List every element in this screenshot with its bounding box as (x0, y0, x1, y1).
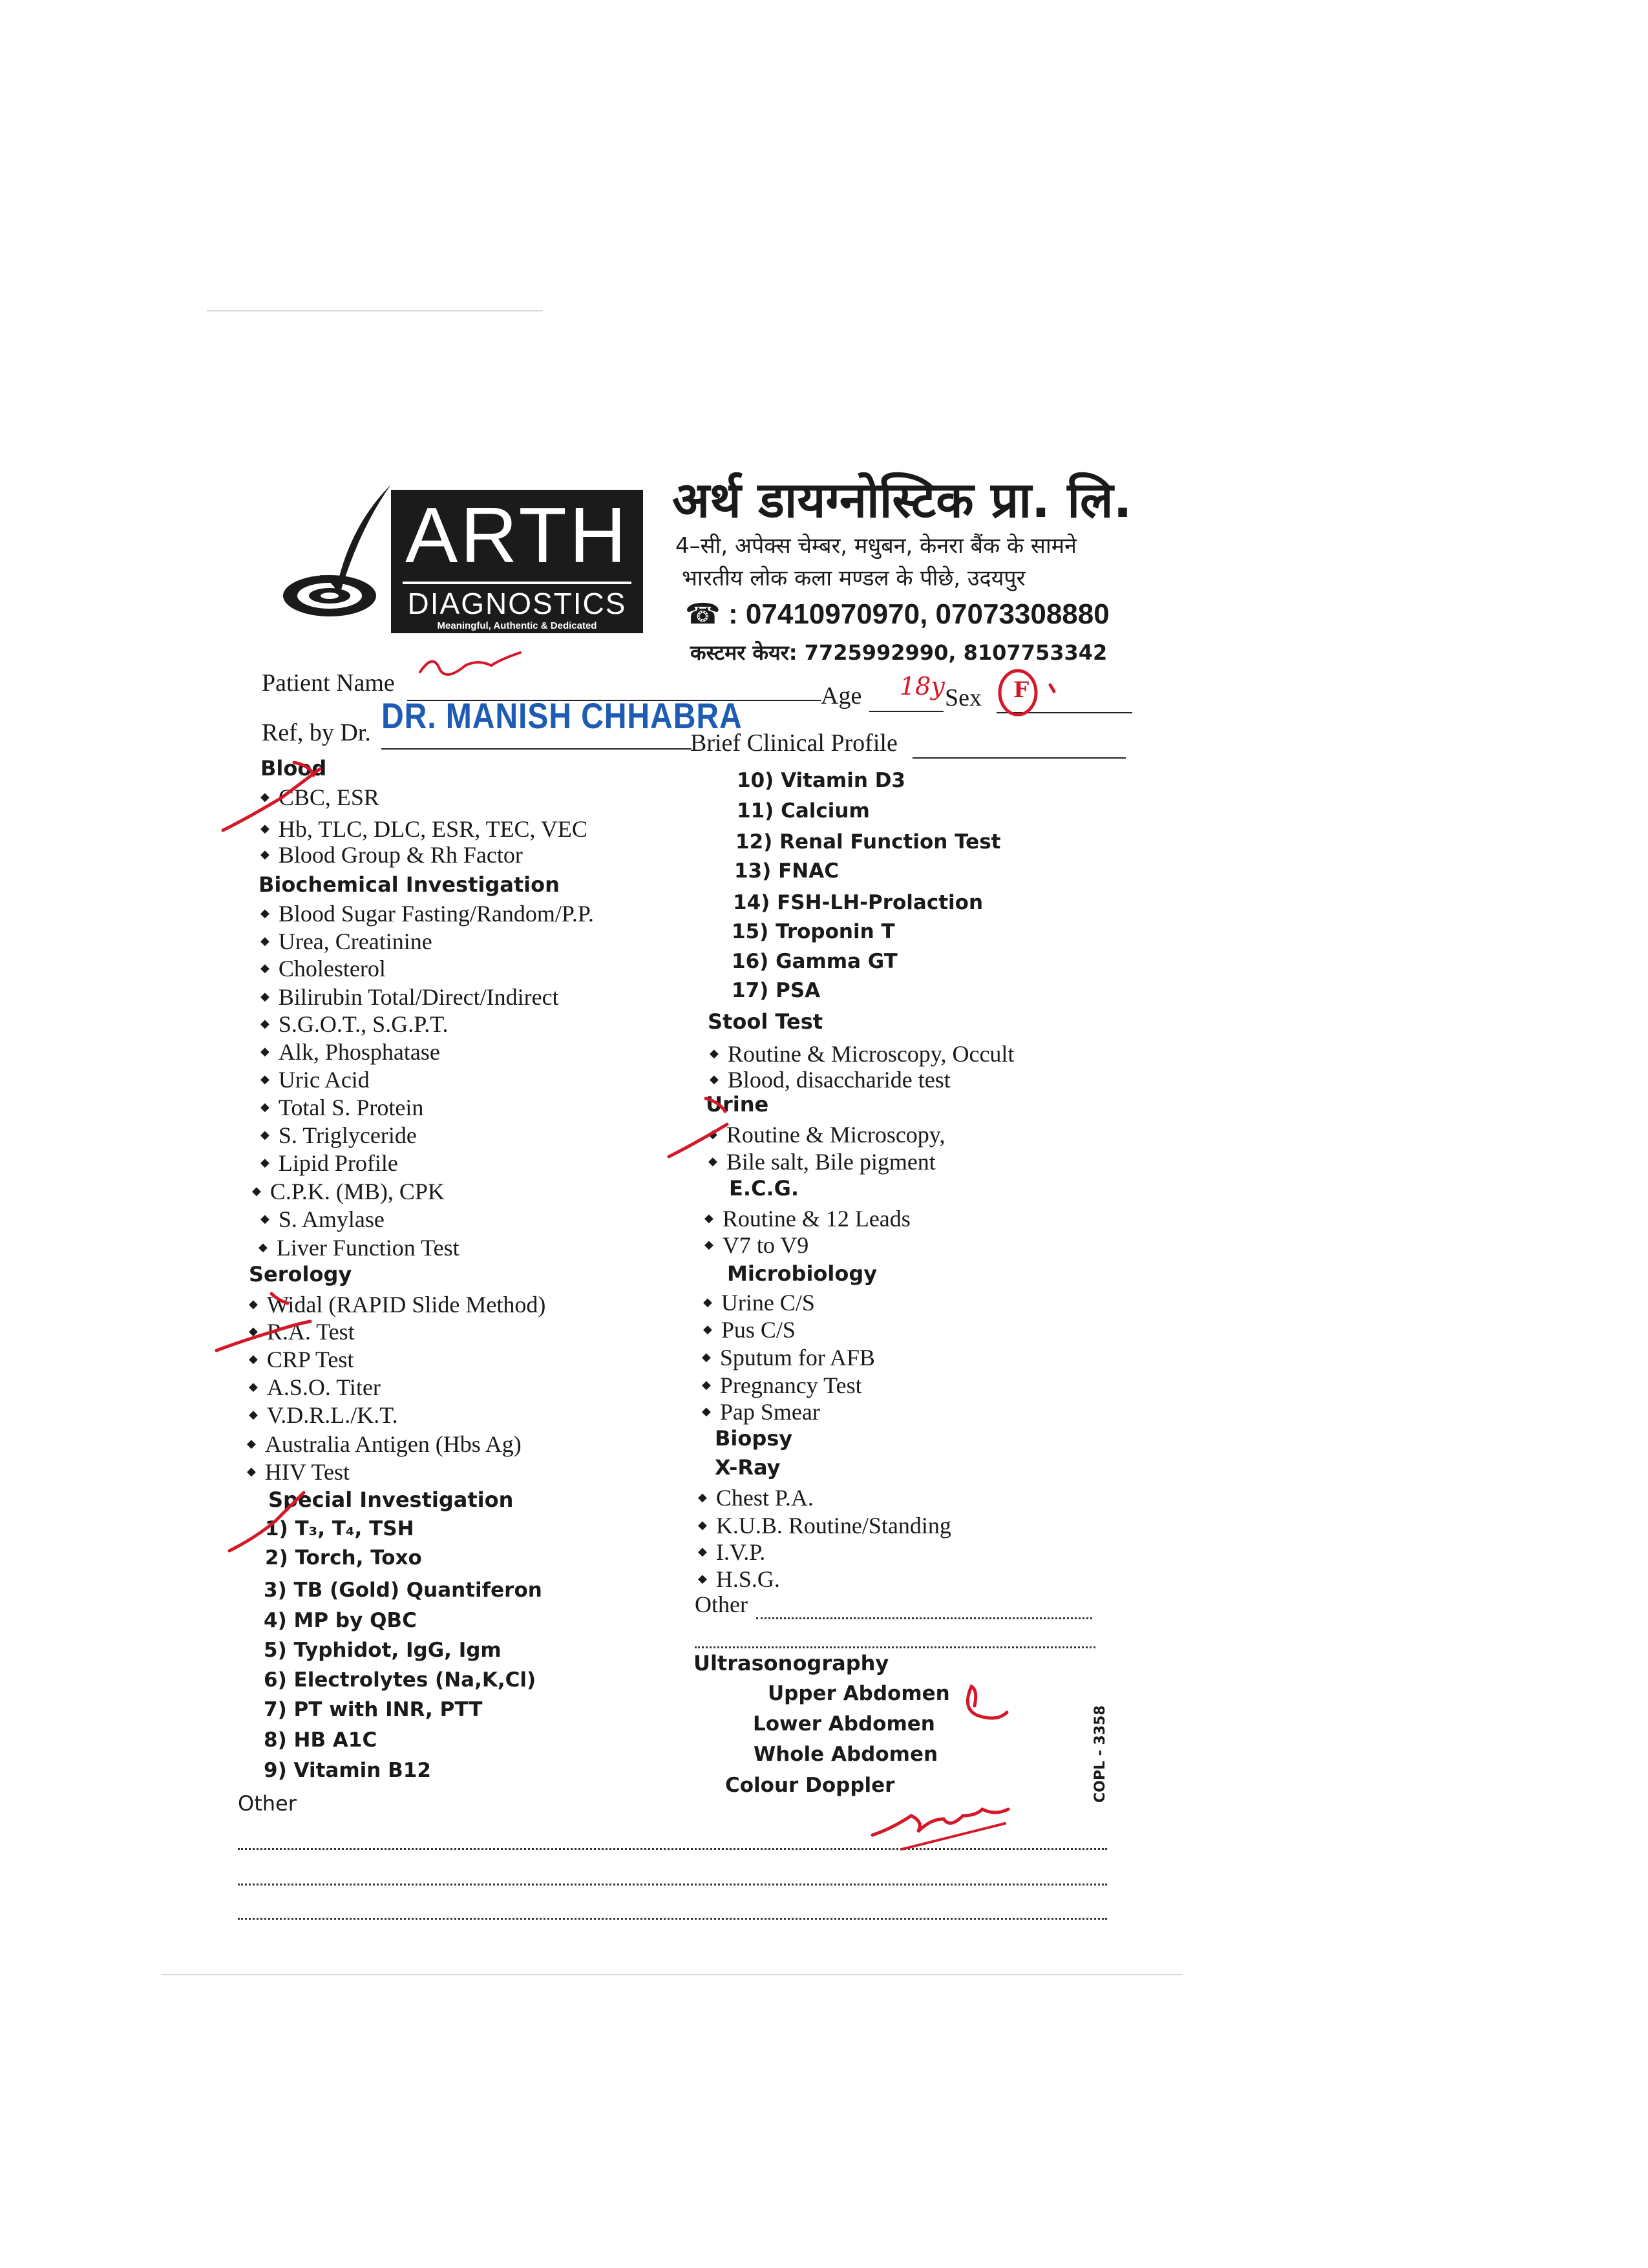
ref-label: Ref, by Dr. (262, 719, 371, 746)
test-item: ◆ R.A. Test (249, 1318, 355, 1345)
serology-heading: Serology (249, 1262, 352, 1286)
test-item: ◆ Chest P.A. (698, 1484, 814, 1511)
test-item: 3) TB (Gold) Quantiferon (264, 1579, 542, 1602)
test-item: ◆ Alk, Phosphatase (260, 1038, 440, 1066)
handwritten-age: 18y (900, 672, 945, 700)
patient-name-label: Patient Name (262, 669, 395, 697)
test-item: ◆ Lipid Profile (260, 1150, 398, 1177)
ecg-heading: E.C.G. (729, 1176, 799, 1201)
test-item: ◆ S. Amylase (260, 1206, 385, 1233)
doctor-stamp: DR. MANISH CHHABRA (381, 695, 743, 736)
form-code: COPL - 3358 (1092, 1705, 1108, 1803)
test-item: ◆ Bilirubin Total/Direct/Indirect (260, 983, 559, 1011)
test-item: 12) Renal Function Test (735, 830, 1001, 854)
company-name-hindi: अर्थ डायग्नोस्टिक प्रा. लि. (672, 471, 1132, 529)
xray-heading: X-Ray (715, 1455, 781, 1480)
clinical-profile-label: Brief Clinical Profile (690, 730, 898, 757)
test-item: 13) FNAC (734, 859, 839, 883)
test-item: 1) T₃, T₄, TSH (265, 1517, 414, 1540)
test-item: 2) Torch, Toxo (265, 1546, 422, 1570)
test-item: ◆ S. Triglyceride (260, 1122, 417, 1149)
test-item: ◆ Routine & 12 Leads (704, 1205, 911, 1232)
test-item: ◆ Urine C/S (703, 1289, 815, 1316)
test-item: ◆ HIV Test (247, 1458, 350, 1486)
test-item: 11) Calcium (737, 799, 870, 823)
test-item: ◆ CRP Test (249, 1346, 354, 1373)
stool-heading: Stool Test (708, 1009, 823, 1034)
test-item: Upper Abdomen (768, 1682, 950, 1705)
test-item: ◆ Uric Acid (260, 1066, 370, 1093)
test-item: 5) Typhidot, IgG, Igm (264, 1639, 502, 1662)
test-item: ◆ H.S.G. (698, 1566, 780, 1593)
microbiology-heading: Microbiology (727, 1261, 878, 1286)
test-item: ◆ Blood, disaccharide test (710, 1066, 951, 1093)
test-item: ◆ S.G.O.T., S.G.P.T. (260, 1011, 449, 1038)
sex-label: Sex (945, 684, 982, 711)
blood-heading: Blood (260, 756, 327, 781)
test-item: ◆ Urea, Creatinine (260, 928, 432, 955)
test-item: ◆ Blood Sugar Fasting/Random/P.P. (260, 900, 594, 927)
test-item: Colour Doppler (725, 1774, 895, 1797)
customer-care: कस्टमर केयर: 7725992990, 8107753342 (690, 640, 1108, 665)
test-item: 6) Electrolytes (Na,K,Cl) (264, 1668, 536, 1692)
test-item: ◆ V7 to V9 (704, 1232, 808, 1259)
test-item: ◆ Pus C/S (703, 1316, 796, 1343)
test-item: 14) FSH-LH-Prolaction (733, 891, 984, 914)
test-item: ◆ Pregnancy Test (702, 1372, 862, 1399)
test-item: ◆ A.S.O. Titer (249, 1374, 381, 1401)
special-heading: Special Investigation (268, 1487, 514, 1512)
test-item: ◆ CBC, ESR (260, 784, 379, 811)
other-label-left: Other (238, 1791, 297, 1816)
test-item: ◆ Australia Antigen (Hbs Ag) (247, 1431, 522, 1458)
address-line-1: 4–सी, अपेक्स चेम्बर, मधुबन, केनरा बैंक के सामने (675, 533, 1077, 559)
biochemical-heading: Biochemical Investigation (259, 872, 560, 897)
test-item: ◆ I.V.P. (698, 1538, 765, 1566)
address-line-2: भारतीय लोक कला मण्डल के पीछे, उदयपुर (682, 565, 1026, 591)
test-item: Whole Abdomen (754, 1743, 938, 1766)
test-item: ◆ Blood Group & Rh Factor (260, 841, 523, 868)
test-item: ◆ K.U.B. Routine/Standing (698, 1512, 951, 1539)
test-item: 4) MP by QBC (264, 1609, 417, 1632)
test-item: ◆ Hb, TLC, DLC, ESR, TEC, VEC (260, 815, 587, 843)
test-item: 16) Gamma GT (732, 950, 898, 973)
biopsy-heading: Biopsy (715, 1426, 793, 1451)
test-item: ◆ Cholesterol (260, 955, 386, 982)
test-item: 10) Vitamin D3 (737, 769, 906, 792)
test-item: ◆ C.P.K. (MB), CPK (252, 1178, 445, 1205)
test-item: 9) Vitamin B12 (264, 1759, 431, 1782)
test-item: ◆ Routine & Microscopy, Occult (710, 1040, 1014, 1067)
test-item: 15) Troponin T (732, 920, 895, 943)
other-label-right: Other (695, 1591, 748, 1617)
logo-diagnostics-text: DIAGNOSTICS (407, 587, 627, 620)
test-item: ◆ V.D.R.L./K.T. (249, 1402, 398, 1429)
logo-tagline: Meaningful, Authentic & Dedicated (437, 620, 597, 631)
logo-arth-text: ARTH (405, 491, 629, 579)
age-label: Age (821, 682, 862, 709)
usg-heading: Ultrasonography (693, 1651, 889, 1675)
urine-heading: Urine (706, 1092, 769, 1117)
test-item: ◆ Sputum for AFB (702, 1344, 875, 1371)
phone-numbers: ☎ : 07410970970, 07073308880 (685, 598, 1110, 630)
test-item: 17) PSA (732, 979, 821, 1002)
test-item: ◆ Liver Function Test (259, 1234, 460, 1261)
test-item: ◆ Routine & Microscopy, (708, 1121, 945, 1148)
test-item: ◆ Bile salt, Bile pigment (708, 1148, 936, 1175)
test-item: ◆ Total S. Protein (260, 1094, 423, 1121)
test-item: 8) HB A1C (264, 1728, 377, 1752)
handwritten-sex: F (1013, 677, 1030, 703)
test-item: ◆ Pap Smear (702, 1398, 820, 1425)
test-item: ◆ Widal (RAPID Slide Method) (249, 1291, 545, 1318)
test-item: Lower Abdomen (753, 1712, 935, 1736)
test-item: 7) PT with INR, PTT (264, 1698, 483, 1721)
